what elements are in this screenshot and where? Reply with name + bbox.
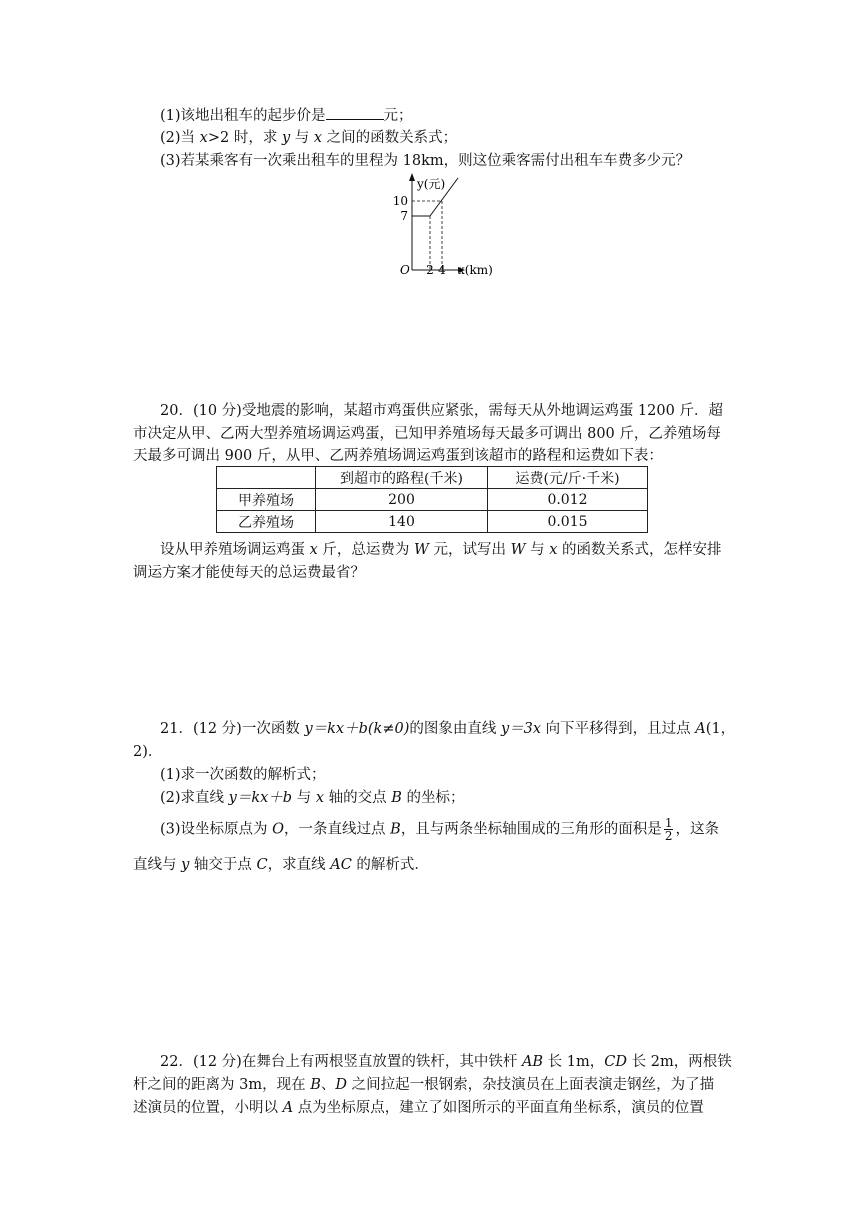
x-tick-4: 4 <box>438 263 446 277</box>
q22-line1: 22．(12 分)在舞台上有两根竖直放置的铁杆，其中铁杆 AB 长 1m，CD 长 2m，两根铁 <box>160 1054 732 1070</box>
table-header-cell: 到超市的路程(千米) <box>316 467 488 489</box>
q19-part1-unit: 元； <box>383 108 413 124</box>
q22-line2: 杆之间的距离为 3m，现在 B、D 之间拉起一根钢索，杂技演员在上面表演走钢丝，为了描 <box>133 1077 715 1093</box>
y-axis-label: y(元) <box>417 177 446 191</box>
q20-line4: 设从甲养殖场调运鸡蛋 x 斤，总运费为 W 元，试写出 W 与 x 的函数关系式，怎样安排 <box>160 542 722 558</box>
q19-part1 <box>160 105 413 126</box>
answer-blank <box>326 105 384 120</box>
table-cell: 甲养殖场 <box>217 489 316 511</box>
origin-label: O <box>400 263 410 277</box>
transport-table <box>216 466 648 533</box>
q19-part2: (2)当 x>2 时，求 y 与 x 之间的函数关系式； <box>160 130 458 146</box>
table-header-cell: 运费(元/斤·千米) <box>488 467 648 489</box>
x-axis-label: x(km) <box>458 263 493 277</box>
table-header-row <box>217 467 648 489</box>
q21-part1: (1)求一次函数的解析式； <box>160 767 326 783</box>
table-row <box>217 511 648 533</box>
y-axis-arrow <box>409 173 415 181</box>
table-cell: 0.015 <box>488 511 648 533</box>
q22-line3: 述演员的位置，小明以 A 点为坐标原点，建立了如图所示的平面直角坐标系，演员的位置 <box>133 1100 704 1116</box>
table-cell: 140 <box>316 511 488 533</box>
table-cell: 0.012 <box>488 489 648 511</box>
q20-line5: 调运方案才能使每天的总运费最省？ <box>133 565 365 581</box>
q21-line4: 直线与 y 轴交于点 C，求直线 AC 的解析式． <box>133 857 429 873</box>
q21-part3: (3)设坐标原点为 O，一条直线过点 B，且与两条坐标轴围成的三角形的面积是 $\frac{1}{2}$ ，这条 <box>160 816 719 843</box>
q21-line2: 2)． <box>133 744 163 760</box>
x-tick-2: 2 <box>426 263 434 277</box>
q21-line1: 21．(12 分)一次函数 y＝kx＋b(k≠0)的图象由直线 y＝3x 向下平移得到，且过点 A(1， <box>160 721 736 737</box>
q19-part3: (3)若某乘客有一次乘出租车的里程为 18km，则这位乘客需付出租车车费多少元？ <box>160 153 691 169</box>
q20-line3: 天最多可调出 900 斤，从甲、乙两养殖场调运鸡蛋到该超市的路程和运费如下表： <box>133 448 663 464</box>
fraction-one-half: $\frac{1}{2}$ <box>664 816 673 843</box>
q20-line2: 市决定从甲、乙两大型养殖场调运鸡蛋，已知甲养殖场每天最多可调出 800 斤，乙养殖场每 <box>133 426 721 442</box>
table-header-cell <box>217 467 316 489</box>
q21-part2: (2)求直线 y＝kx＋b 与 x 轴的交点 B 的坐标； <box>160 790 465 806</box>
q19-part1-text: (1)该地出租车的起步价是 <box>160 108 326 124</box>
y-tick-7: 7 <box>400 209 408 223</box>
table-cell: 200 <box>316 489 488 511</box>
table-cell: 乙养殖场 <box>217 511 316 533</box>
table-row <box>217 489 648 511</box>
q20-line1: 20．(10 分)受地震的影响，某超市鸡蛋供应紧张，需每天从外地调运鸡蛋 1200 斤．超 <box>160 403 723 419</box>
taxi-fare-graph <box>392 172 512 282</box>
y-tick-10: 10 <box>392 194 408 208</box>
